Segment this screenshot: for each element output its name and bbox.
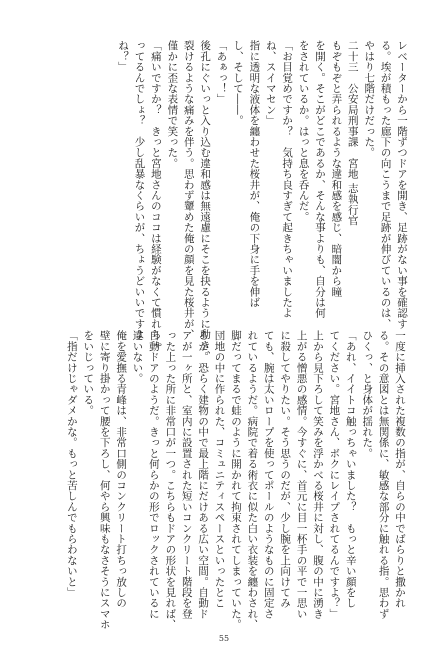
text-line: る。その意図とは無関係に、敏感な部分に触れる指。思わず <box>377 330 390 619</box>
text-line: 「痛いですか？ きっと宮地さんのココは経験がなくて慣れちゃ <box>149 40 162 351</box>
page-number: 55 <box>218 634 230 643</box>
text-line: やはり七階だけだった。 <box>363 40 376 158</box>
text-line: る。埃が積もった廊下の向こうまで足跡が伸びているのは、 <box>379 40 392 329</box>
text-line: 僅かに歪な表情で笑った。 <box>166 40 179 169</box>
text-line: てください。宮地さん、ボクにレイプされてるんですよ？」 <box>328 330 341 619</box>
text-line: レベーターから一階ずつドアを開き、足跡がない事を確認す <box>396 40 408 329</box>
text-line: 自動ドアのようだ。きっと何らかの形でロックされているに <box>147 330 160 619</box>
text-line: アが一ヶ所と、室内に設置された短いコンクリート階段を登 <box>180 330 193 619</box>
text-line: 俺を愛撫る青峰は、非常口側のコンクリート打ちっ放しの <box>115 330 128 609</box>
text-line: 「あぁっ！」 <box>215 40 228 105</box>
text-line: 違いない。 <box>131 330 144 384</box>
text-line: ひくっ、と身体が揺れた。 <box>361 330 374 459</box>
text-line: ても、腕は太いロープを使ってポールのようなものに固定さ <box>262 330 275 619</box>
text-line: 壁に寄り掛かって腰を下ろし、何やら興味もなさそうにスマホ <box>98 330 111 630</box>
text-line: 「指だけじゃダメかな。もっと苦しんでもらわないと」 <box>65 330 78 598</box>
text-line: 上から見下ろして笑みを浮かべる桜井に対し、腹の中に湧き <box>311 330 324 619</box>
text-line: 「お目覚めですか？ 気持ち良すぎて起きちゃいましたよ <box>281 40 294 319</box>
text-line: 一度に挿入された複数の指が、自らの中でばらりと撒かれ <box>394 330 406 609</box>
text-line: もぞもぞと弄られるような違和感を感じ、暗闇から瞳 <box>330 40 343 297</box>
text-line: をいじっている。 <box>82 330 95 416</box>
text-line: 脚だってまるで蛙のように開かれて拘束されてしまっていた。 <box>229 330 242 630</box>
text-line: し、そして――。 <box>231 40 244 126</box>
text-line: ね、スイマセン」 <box>264 40 277 126</box>
text-line: れているようだ。病院で着る術衣に似た白い衣装を纏わされ、 <box>246 330 259 630</box>
text-line: 裂けるような痛みを伴う。思わず顰めた俺の顔を見た桜井が、 <box>182 40 195 340</box>
text-line: 上がる憎悪の感情。今すぐに、首元に目一杯手の平で一思い <box>295 330 308 619</box>
text-line: ね？」 <box>117 40 130 73</box>
text-line: ってるんでしょ？ 少し乱暴なくらいが、ちょうどいいですよ <box>133 40 146 340</box>
text-line: に殺してやりたい。そう思うのだが、少し腕を上向けてみ <box>279 330 292 609</box>
text-line: 団地の中に作られた、コミュニティスペースといったとこ <box>213 330 226 609</box>
text-line: を開く。そこがどこであるか、そんな事よりも、自分は何 <box>313 40 326 319</box>
text-line: 後孔にぐいっと入り込む違和感は無遠慮にそこを抉るように動き、 <box>199 40 212 361</box>
text-line: 指に透明な液体を纏わせた桜井が、俺の下身に手を伸ば <box>248 40 261 308</box>
text-line: った上った所に非常口が一つ。こちらもドアの形状を見れば、 <box>164 330 177 630</box>
section-heading: 二十三 公安局刑事課 宮地 志執行官 <box>346 40 359 226</box>
bottom-text-block <box>63 330 408 630</box>
text-line: をされているか。はっと息を呑んだ。 <box>297 40 310 222</box>
text-line: ろか。恐らく建物の中で最上階にだけある広い空間。自動ド <box>197 330 210 619</box>
text-line: 「あれ、イイトコ触っちゃいました？ もっと辛い顔をし <box>344 330 357 609</box>
